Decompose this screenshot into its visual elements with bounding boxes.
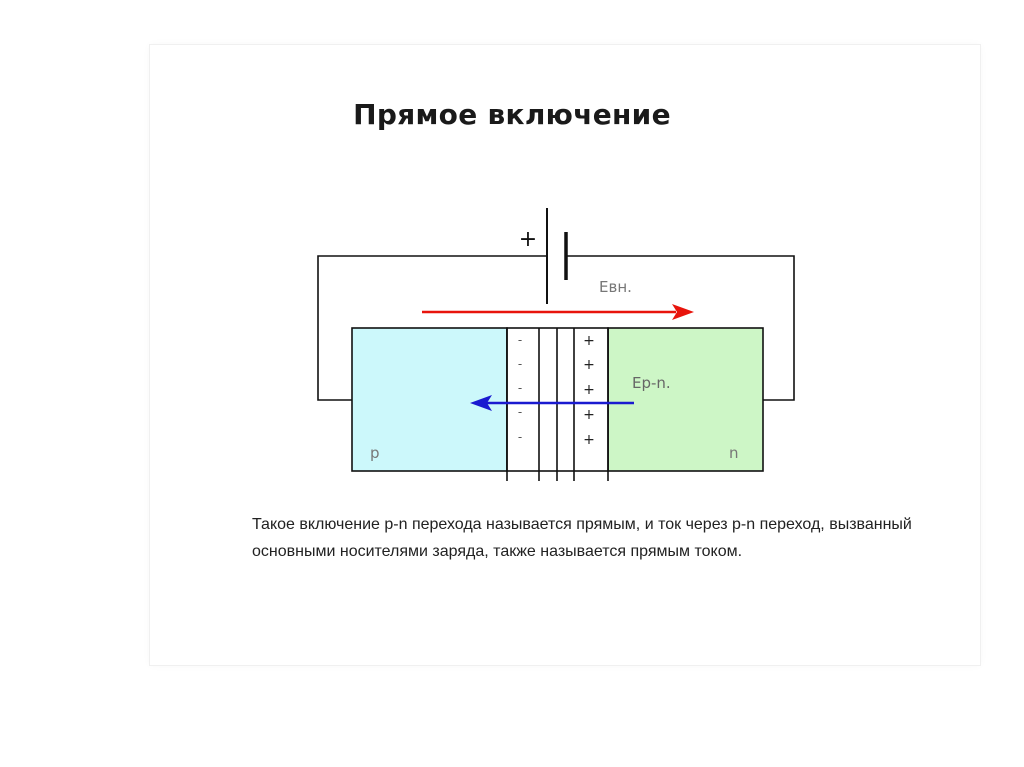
- battery-plus-label: +: [518, 227, 538, 252]
- junction-field-label: Ep-n.: [632, 374, 671, 392]
- p-label: p: [370, 444, 380, 462]
- minus-sign: -: [517, 333, 523, 347]
- battery: [547, 208, 566, 304]
- slide-title: Прямое включение: [353, 98, 671, 131]
- slide-caption: Такое включение p-n перехода называется прямым, и ток через p-n переход, вызванный основными носителями заряда, также называется прямым током.: [252, 516, 912, 560]
- n-label: n: [729, 444, 739, 462]
- external-field-label: Eвн.: [599, 278, 632, 296]
- external-field-arrow: [422, 304, 694, 320]
- plus-sign: +: [583, 432, 595, 448]
- n-region: [608, 328, 763, 471]
- minus-sign: -: [517, 430, 523, 444]
- plus-sign: +: [583, 382, 595, 398]
- minus-sign: -: [517, 381, 523, 395]
- minus-sign: -: [517, 405, 523, 419]
- plus-sign: +: [583, 407, 595, 423]
- plus-sign: +: [583, 333, 595, 349]
- plus-sign: +: [583, 357, 595, 373]
- minus-sign: -: [517, 357, 523, 371]
